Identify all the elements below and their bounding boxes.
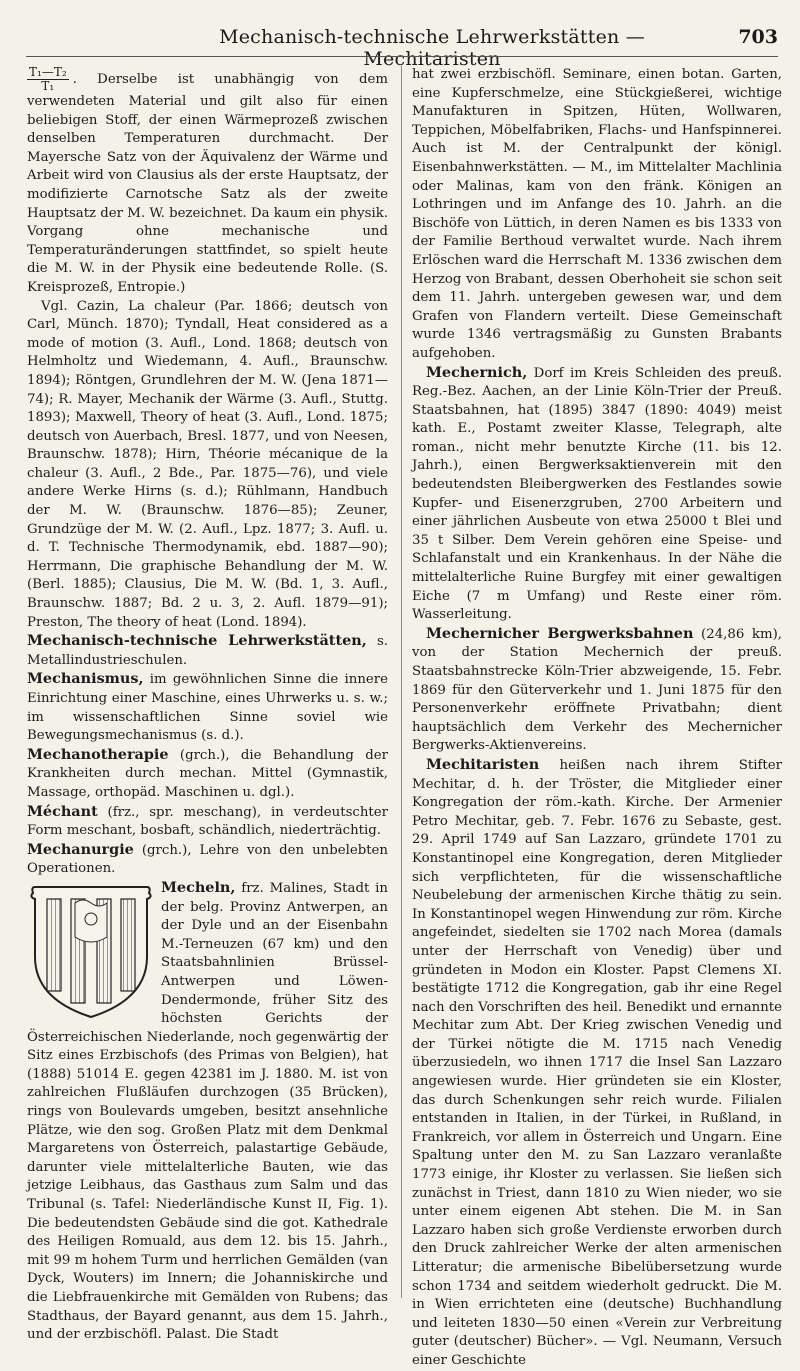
entry [27, 632, 388, 670]
page-header [26, 26, 778, 70]
entry [412, 364, 782, 625]
paragraph-text: . Derselbe ist unabhängig von dem verwendeten Material und gilt also für einen beliebigen Stoff, der einen Wärmeprozeß zwischen denselben Temperaturen durchmacht. Der Mayersche Satz von der Äquivalenz der Wärme und Arbeit wird von Clausius als der erste Hauptsatz, der modifizierte Carnotsche Satz als der zweite Hauptsatz der M. W. bezeichnet. Da kaum ein physik. Vorgang ohne mechanische und Temperaturänderungen stattfindet, so spielt heute die M. W. in der Physik eine bedeutende Rolle. (S. Kreisprozeß, Entropie.) [27, 72, 388, 295]
column-divider [401, 66, 402, 1298]
entry [27, 879, 388, 1345]
headword: Mecheln, [161, 878, 236, 896]
headword: Mechitaristen [426, 755, 540, 773]
entry-text: heißen nach ihrem Stifter Mechitar, d. h. der Tröster, die Mitglieder einer Kongregation der röm.-kath. Kirche. Der Armenier Petro Mechitar, geb. 7. Febr. 1676 zu Sebaste, gest. 29. April 1749 auf San Lazzaro, gründete 1701 zu Konstantinopel eine Kongregation, deren Mitglieder sich verpflichteten, für die wissenschaftliche Neubelebung der armenischen Kirche thätig zu sein. In Konstantinopel wegen Hinwendung zur röm. Kirche angefeindet, siedelten sie 1702 nach Morea (damals unter der Herrschaft von Venedig) über und gründeten in Modon ein Kloster. Papst Clemens XI. bestätigte 1712 die Kongregation, gab ihr eine Regel nach den Vorschriften des heil. Benedikt und ernannte Mechitar zum Abt. Der Krieg zwischen Venedig und der Türkei nötigte die M. 1715 nach Venedig überzusiedeln, wo ihnen 1717 die Insel San Lazzaro angewiesen wurde. Hier gründeten sie ein Kloster, das durch Schenkungen sehr reich wurde. Filialen entstanden in Italien, in der Türkei, in Rußland, in Frankreich, vor allem in Österreich und Ungarn. Eine Spaltung unter den M. zu San Lazzaro veranlaßte 1773 einige, ihr Kloster zu verlassen. Sie ließen sich zunächst in Triest, dann 1810 zu Wien nieder, wo sie unter einem eigenen Abt stehen. Die M. in San Lazzaro haben sich große Verdienste erworben durch den Druck zahlreicher Werke der alten armenischen Litteratur; die armenische Bibelübersetzung wurde schon 1734 and seitdem wiederholt gedruckt. Die M. in Wien errichteten eine (deutsche) Buchhandlung und leiteten 1830—50 einen «Verein zur Verbreitung guter (deutscher) Bücher». — Vgl. Neumann, Versuch einer Geschichte [412, 757, 782, 1368]
headword: Mechanurgie [27, 840, 134, 858]
entry-text: (grch.), Lehre von den unbelebten Operationen. [27, 842, 388, 877]
entry-text: Dorf im Kreis Schleiden des preuß. Reg.-Bez. Aachen, an der Linie Köln-Trier der Preuß. Staatsbahnen, hat (1895) 3847 (1890: 4049) meist kath. E., Postamt zweiter Klasse, Telegraph, alte roman., nicht mehr benutzte Kirche (11. bis 12. Jahrh.), einen Bergwerksaktienverein mit den bedeutendsten Bleibergwerken des Festlandes sowie Kupfer- und Eisenerzgruben, 2700 Arbeitern und einer jährlichen Ausbeute von etwa 25000 t Blei und 35 t Silber. Dem Verein gehören eine Speise- und Schlafanstalt und ein Krankenhaus. In der Nähe die mittelalterliche Ruine Burgfey mit einer gewaltigen Eiche (7 m Umfang) und Reste einer röm. Wasserleitung. [412, 365, 782, 623]
entry-text: im gewöhnlichen Sinne die innere Einrichtung einer Maschine, eines Uhrwerks u. s. w.; im wissenschaftlichen Sinne soviel wie Bewegungsmechanismus (s. d.). [27, 672, 388, 744]
entry [27, 841, 388, 879]
headword: Mechanotherapie [27, 745, 169, 763]
page-number: 703 [738, 26, 778, 48]
right-column [412, 66, 782, 1371]
mecheln-coat-of-arms-icon [27, 881, 155, 1021]
entry-text: (frz., spr. meschang), in verdeutschter Form meschant, bosbaft, schändlich, niederträchtig. [27, 804, 388, 839]
headword: Méchant [27, 802, 98, 820]
headword: Mechanismus, [27, 670, 144, 688]
entry [27, 803, 388, 841]
entry [27, 670, 388, 745]
fraction-numerator: T₁—T₂ [29, 65, 67, 79]
headword: Mechanisch-technische Lehrwerkstätten, [27, 632, 367, 650]
fraction [27, 66, 69, 93]
entry-continuation [27, 66, 388, 298]
entry [27, 746, 388, 803]
entry-continuation: hat zwei erzbischöfl. Seminare, einen botan. Garten, eine Kupferschmelze, eine Stückgießerei, wichtige Manufakturen in Spitzen, Hüten, Wollwaren, Teppichen, Möbelfabriken, Flachs- und Hanfspinnerei. Auch ist M. der Centralpunkt der königl. Eisenbahnwerkstätten. — M., im Mittelalter Machlinia oder Malinas, kam von den fränk. Königen an Lothringen und im Anfange des 10. Jahrh. an die Bischöfe von Lüttich, in deren Namen es bis 1333 von der Familie Berthoud verwaltet wurde. Nach ihrem Erlöschen ward die Herrschaft M. 1336 zwischen dem Herzog von Brabant, dessen Oberhoheit sie schon seit dem 11. Jahrh. untergeben gewesen war, und dem Grafen von Flandern verteilt. Diese Gemeinschaft wurde 1346 vertragsmäßig zu Gunsten Brabants aufgehoben. [412, 67, 782, 361]
headword: Mechernich, [426, 363, 528, 381]
entry-text: frz. Malines, Stadt in der belg. Provinz Antwerpen, an der Dyle und an der Eisenbahn M.-Terneuzen (67 km) und den Staatsbahnlinien Brüssel-Antwerpen und Löwen-Dendermonde, früher Sitz des höchsten Gerichts der Österreichischen Niederlande, noch gegenwärtig der Sitz eines Erzbischofs (des Primas von Belgien), hat (1888) 51014 E. gegen 42381 im J. 1880. M. ist von zahlreichen Flußläufen durchzogen (35 Brücken), rings von Boulevards umgeben, besitzt ansehnliche Plätze, wie den sog. Großen Platz mit dem Denkmal Margaretens von Österreich, palastartige Gebäude, darunter viele mittelalterliche Bauten, wie das jetzige Leibhaus, das Gasthaus zum Salm und das Tribunal (s. Tafel: Niederländische Kunst II, Fig. 1). Die bedeutendsten Gebäude sind die got. Kathedrale des Heiligen Romuald, aus dem 12. bis 15. Jahrh., mit 99 m hohem Turm und herrlichen Gemälden (van Dyck, Wouters) im Innern; die Johanniskirche und die Liebfrauenkirche mit Gemälden von Rubens; das Stadthaus, der Bayard genannt, aus dem 15. Jahrh., und der erzbischöfl. Palast. Die Stadt [27, 880, 388, 1343]
entry-text: (24,86 km), von der Station Mechernich der preuß. Staatsbahnstrecke Köln-Trier abzweigende, 15. Febr. 1869 für den Güterverkehr und 1. Juni 1875 für den Personenverkehr eröffnete Privatbahn; dient hauptsächlich dem Verkehr des Mechernicher Bergwerks-Aktienvereins. [412, 626, 782, 754]
entry [412, 625, 782, 756]
fraction-denominator: T₁ [41, 79, 55, 93]
header-rule [26, 56, 778, 57]
running-title: Mechanisch-technische Lehrwerkstätten — Mechitaristen [219, 26, 645, 70]
entry-text: (grch.), die Behandlung der Krankheiten durch mechan. Mittel (Gymnastik, Massage, orthopäd. Maschinen u. dgl.). [27, 747, 388, 800]
left-column [27, 66, 388, 1345]
entry-text: s. Metallindustrieschulen. [27, 634, 388, 668]
headword: Mechernicher Bergwerksbahnen [426, 624, 694, 642]
entry [412, 756, 782, 1371]
bibliography: Vgl. Cazin, La chaleur (Par. 1866; deutsch von Carl, Münch. 1870); Tyndall, Heat considered as a mode of motion (3. Aufl., Lond. 1868; deutsch von Helmholtz und Wiedemann, 4. Aufl., Braunschw. 1894); Röntgen, Grundlehren der M. W. (Jena 1871—74); R. Mayer, Mechanik der Wärme (3. Aufl., Stuttg. 1893); Maxwell, Theory of heat (3. Aufl., Lond. 1875; deutsch von Auerbach, Bresl. 1877, und von Neesen, Braunschw. 1878); Hirn, Théorie mécanique de la chaleur (3. Aufl., 2 Bde., Par. 1875—76), und viele andere Werke Hirns (s. d.); Rühlmann, Handbuch der M. W. (Braunschw. 1876—85); Zeuner, Grundzüge der M. W. (2. Aufl., Lpz. 1877; 3. Aufl. u. d. T. Technische Thermodynamik, ebd. 1887—90); Herrmann, Die graphische Behandlung der M. W. (Berl. 1885); Clausius, Die M. W. (Bd. 1, 3. Aufl., Braunschw. 1887; Bd. 2 u. 3, 2. Aufl. 1879—91); Preston, The theory of heat (Lond. 1894). [27, 298, 388, 630]
